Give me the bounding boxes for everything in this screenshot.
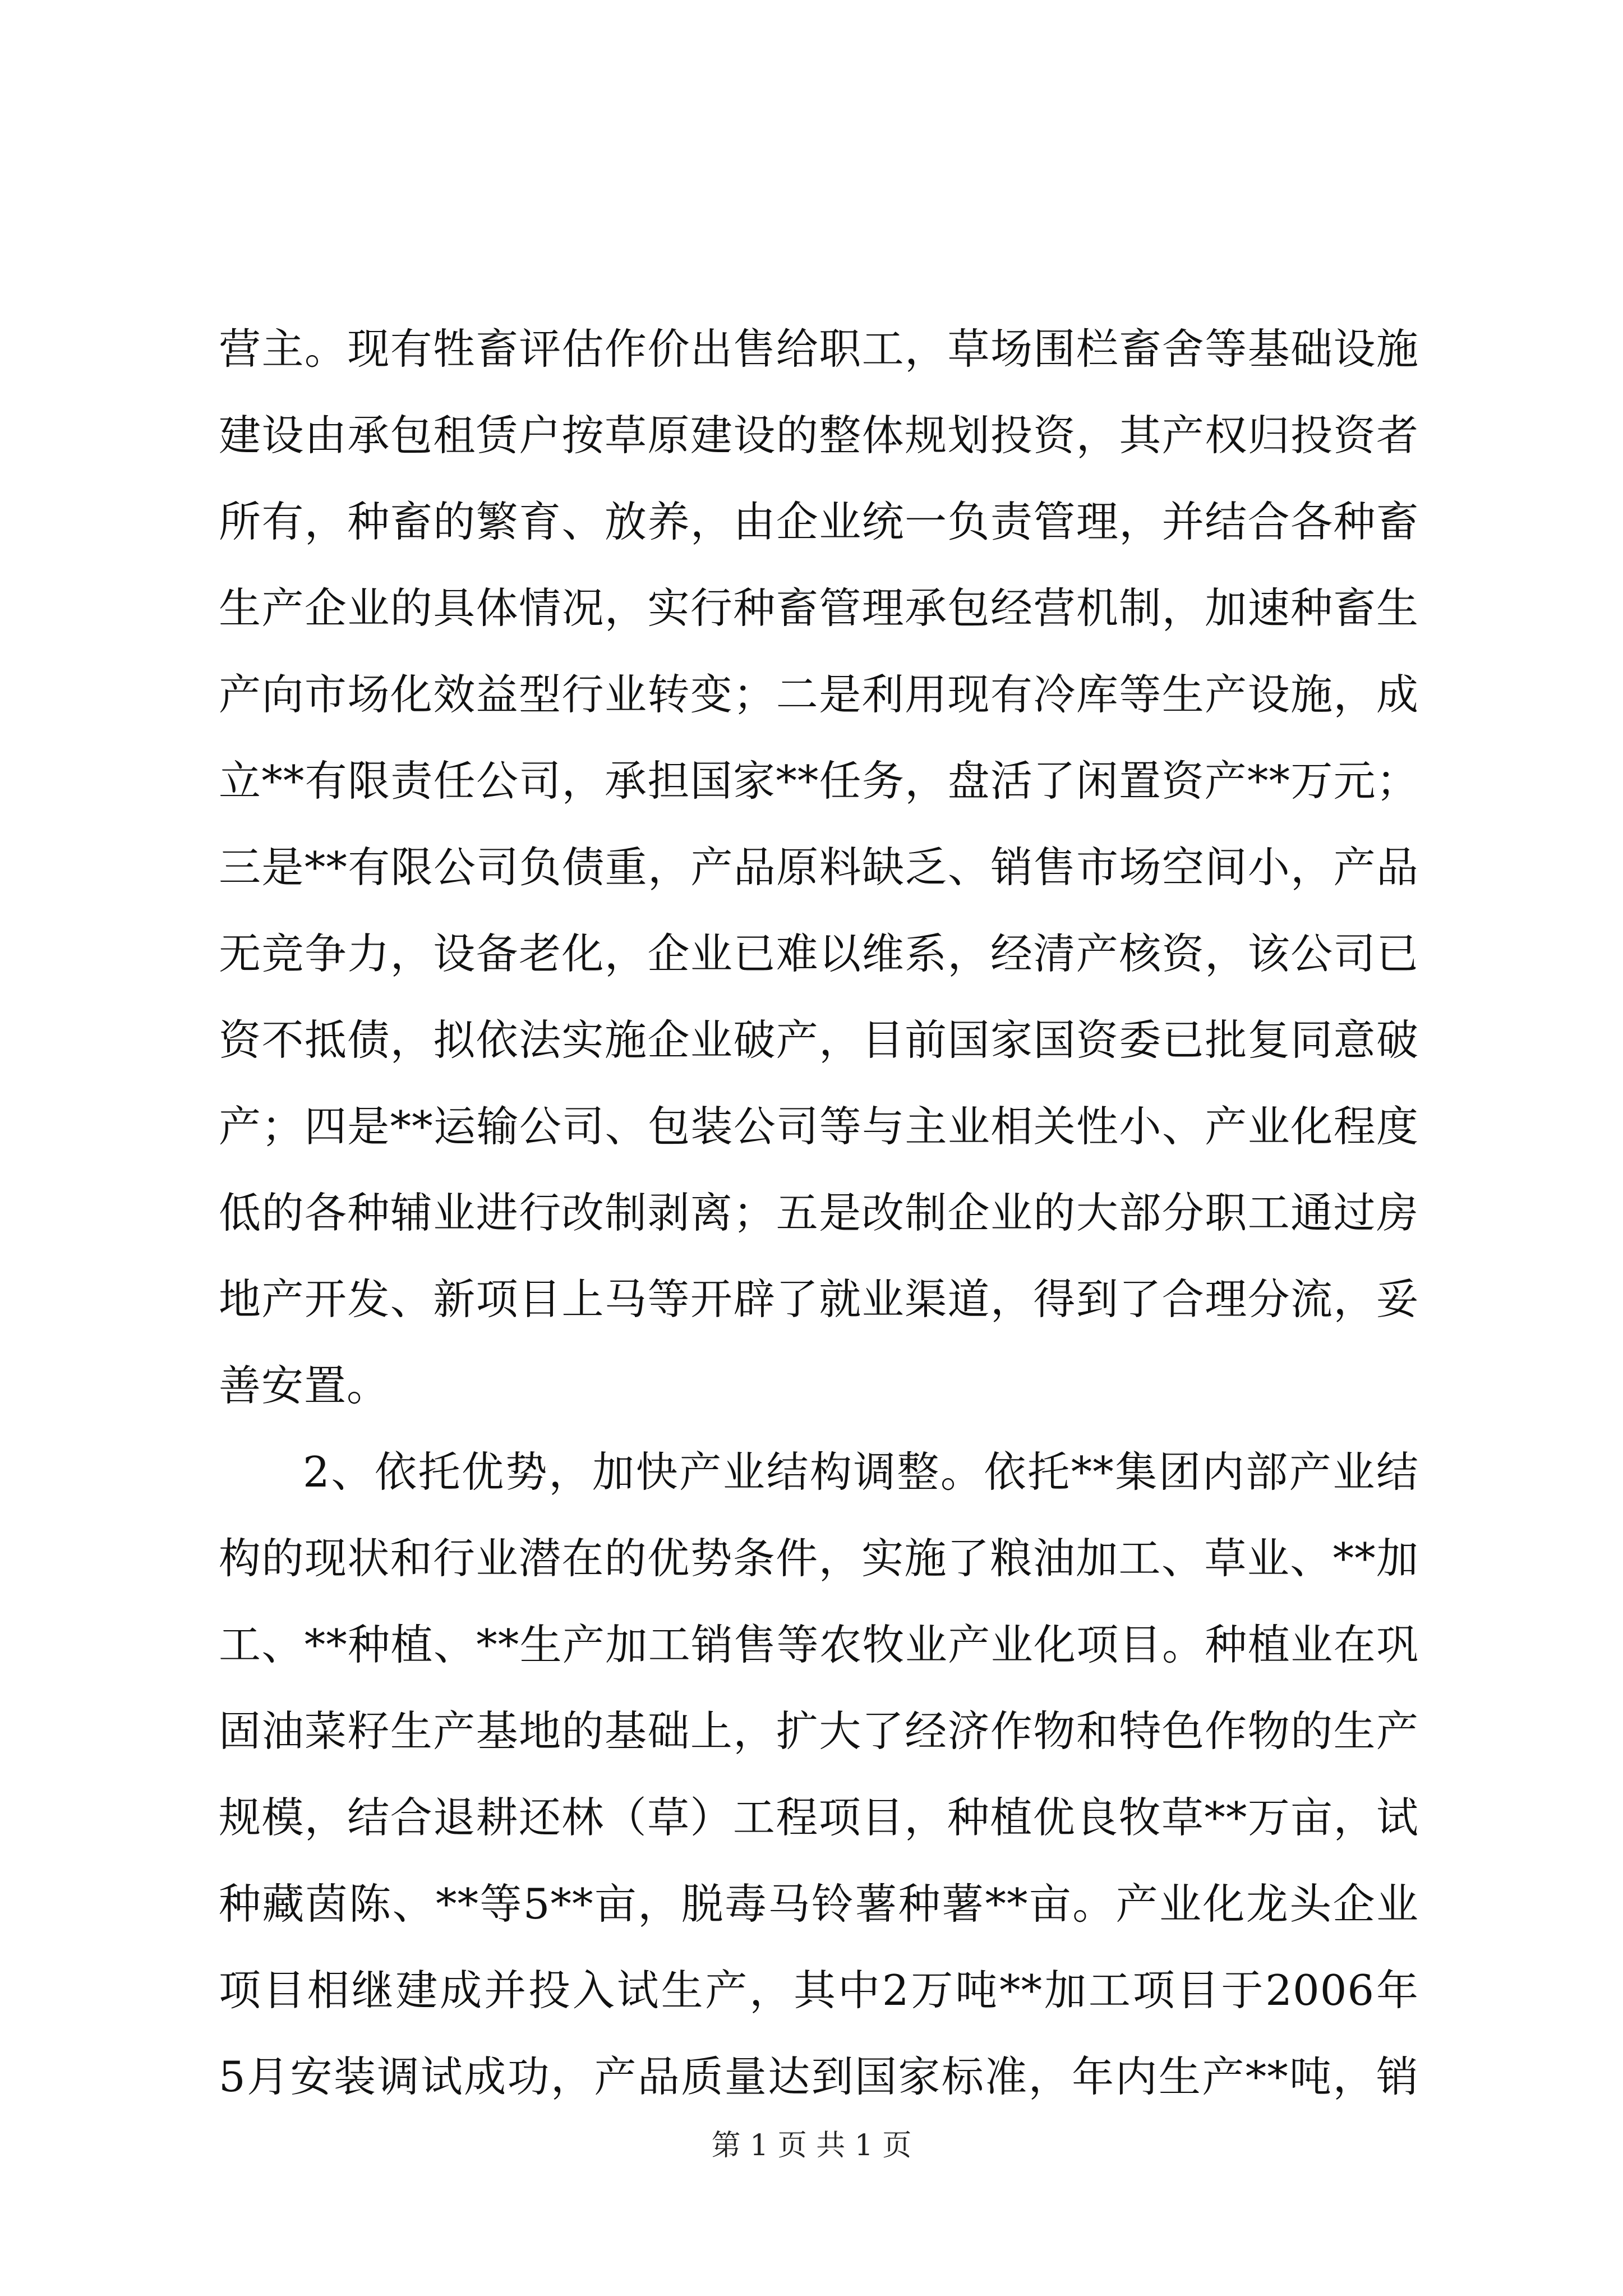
paragraph-1-line-3: 所有，种畜的繁育、放养，由企业统一负责管理，并结合各种畜 [219, 497, 1419, 546]
paragraph-1-line-9: 资不抵债，拟依法实施企业破产，目前国家国资委已批复同意破 [219, 1015, 1419, 1065]
paragraph-2-line-2: 构的现状和行业潜在的优势条件，实施了粮油加工、草业、**加 [219, 1534, 1419, 1583]
document-body [219, 306, 1419, 2120]
paragraph-1-line-10: 产；四是**运输公司、包装公司等与主业相关性小、产业化程度 [219, 1102, 1419, 1151]
paragraph-2-line-4: 固油菜籽生产基地的基础上，扩大了经济作物和特色作物的生产 [219, 1706, 1419, 1756]
paragraph-2-line-5: 规模，结合退耕还林（草）工程项目，种植优良牧草**万亩，试 [219, 1793, 1419, 1842]
paragraph-1-line-12: 地产开发、新项目上马等开辟了就业渠道，得到了合理分流，妥 [219, 1274, 1419, 1324]
page-footer: 第 1 页 共 1 页 [711, 2129, 912, 2162]
paragraph-1-line-8: 无竞争力，设备老化，企业已难以维系，经清产核资，该公司已 [219, 929, 1419, 978]
paragraph-1-line-13: 善安置。 [219, 1361, 390, 1410]
paragraph-2-line-8: 5月安装调试成功，产品质量达到国家标准，年内生产**吨，销 [219, 2052, 1419, 2101]
paragraph-1-line-2: 建设由承包租赁户按草原建设的整体规划投资，其产权归投资者 [219, 411, 1419, 460]
paragraph-1-line-7: 三是**有限公司负债重，产品原料缺乏、销售市场空间小，产品 [219, 843, 1419, 892]
paragraph-2-line-3: 工、**种植、**生产加工销售等农牧业产业化项目。种植业在巩 [219, 1620, 1419, 1669]
paragraph-2-line-1: 2、依托优势，加快产业结构调整。依托**集团内部产业结 [303, 1447, 1419, 1497]
paragraph-1-line-11: 低的各种辅业进行改制剥离；五是改制企业的大部分职工通过房 [219, 1188, 1419, 1237]
paragraph-2-line-7: 项目相继建成并投入试生产，其中2万吨**加工项目于2006年 [219, 1966, 1419, 2015]
paragraph-1-line-4: 生产企业的具体情况，实行种畜管理承包经营机制，加速种畜生 [219, 583, 1419, 633]
paragraph-2-line-6: 种藏茵陈、**等5**亩，脱毒马铃薯种薯**亩。产业化龙头企业 [219, 1879, 1419, 1929]
paragraph-1-line-1: 营主。现有牲畜评估作价出售给职工，草场围栏畜舍等基础设施 [219, 324, 1419, 374]
paragraph-1-line-5: 产向市场化效益型行业转变；二是利用现有冷库等生产设施，成 [219, 670, 1419, 719]
paragraph-1-line-6: 立**有限责任公司，承担国家**任务，盘活了闲置资产**万元； [219, 756, 1419, 806]
